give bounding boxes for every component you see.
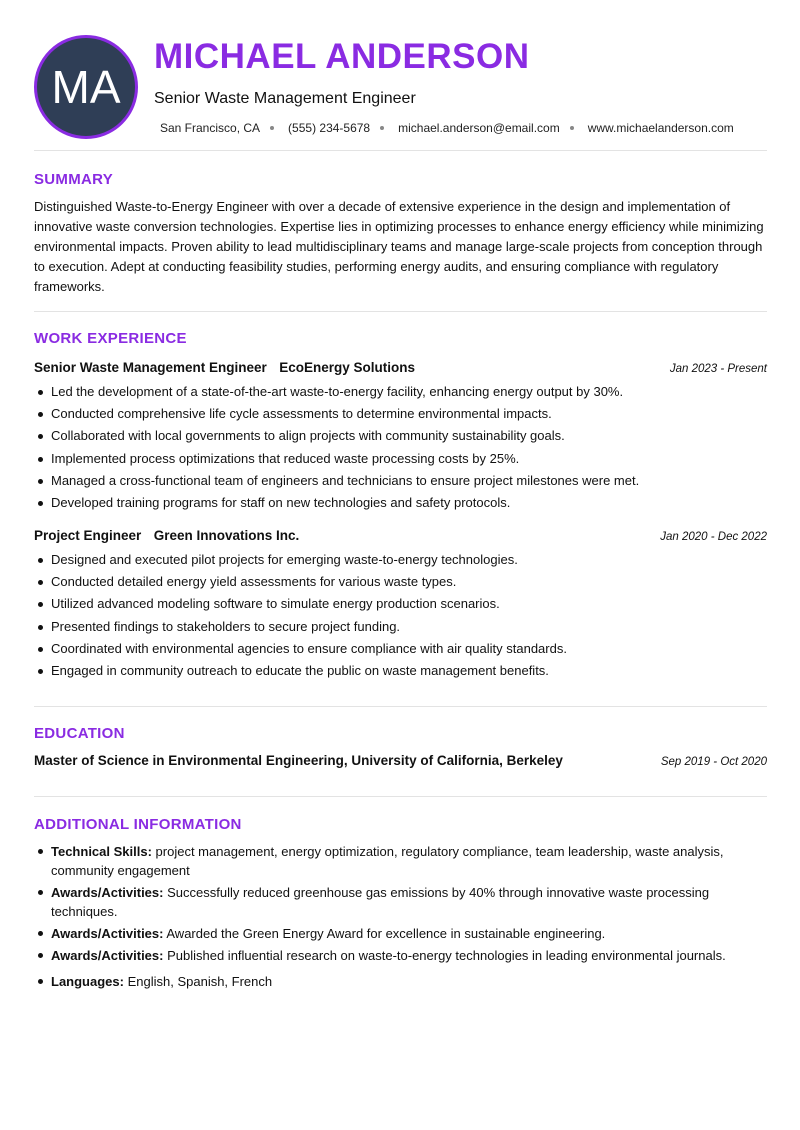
- divider: [34, 311, 767, 312]
- job-role: Project Engineer: [34, 528, 142, 543]
- job-header: [34, 359, 767, 377]
- list-item: Implemented process optimizations that reduced waste processing costs by 25%.: [34, 448, 764, 470]
- list-item: Conducted detailed energy yield assessments for various waste types.: [34, 571, 764, 593]
- job-dates: Jan 2020 - Dec 2022: [660, 531, 767, 543]
- candidate-title: Senior Waste Management Engineer: [154, 90, 416, 107]
- job-header: [34, 527, 767, 545]
- list-item: Designed and executed pilot projects for emerging waste-to-energy technologies.: [34, 549, 764, 571]
- education-heading: EDUCATION: [34, 725, 125, 742]
- avatar-initials: MA: [51, 61, 121, 113]
- job-bullets: [34, 549, 764, 682]
- list-item: Managed a cross-functional team of engineers and technicians to ensure project milestones were met.: [34, 470, 764, 492]
- item-label: Technical Skills:: [51, 844, 152, 859]
- contact-phone: (555) 234-5678: [288, 121, 371, 135]
- job-company: EcoEnergy Solutions: [279, 360, 416, 375]
- item-label: Awards/Activities:: [51, 948, 164, 963]
- list-item: Led the development of a state-of-the-art waste-to-energy facility, enhancing energy output by 30%.: [34, 381, 764, 403]
- job-bullets: [34, 381, 764, 514]
- job-role: Senior Waste Management Engineer: [34, 360, 267, 375]
- separator-dot: [570, 126, 574, 130]
- education-entry: [34, 753, 767, 768]
- list-item: Developed training programs for staff on new technologies and safety protocols.: [34, 492, 764, 514]
- contact-website[interactable]: www.michaelanderson.com: [587, 121, 734, 135]
- list-item: Utilized advanced modeling software to simulate energy production scenarios.: [34, 593, 764, 615]
- list-item: [34, 883, 764, 921]
- item-text: English, Spanish, French: [127, 974, 273, 989]
- list-item: Coordinated with environmental agencies to ensure compliance with air quality standards.: [34, 638, 764, 660]
- education-dates: Sep 2019 - Oct 2020: [660, 756, 767, 768]
- item-text: project management, energy optimization, regulatory compliance, team leadership, waste analysis, community engagement: [51, 844, 724, 878]
- candidate-name: MICHAEL ANDERSON: [154, 37, 530, 76]
- list-item: Conducted comprehensive life cycle assessments to determine environmental impacts.: [34, 403, 764, 425]
- list-item: [34, 946, 764, 965]
- contact-email[interactable]: michael.anderson@email.com: [398, 121, 560, 135]
- list-item: [34, 972, 764, 991]
- contact-bar: [160, 120, 734, 136]
- list-item: [34, 924, 764, 943]
- list-item: Collaborated with local governments to align projects with community sustainability goals.: [34, 425, 764, 447]
- list-item: Engaged in community outreach to educate the public on waste management benefits.: [34, 660, 764, 682]
- summary-text: Distinguished Waste-to-Energy Engineer with over a decade of extensive experience in the design and implementation of innovative waste conversion technologies. Expertise lies in optimizing processes to enhance energy efficiency while minimizing environmental impacts. Proven ability to lead multidisciplinary teams and manage large-scale projects from conception through to execution. Adept at conducting feasibility studies, performing energy audits, and ensuring compliance with regulatory frameworks.: [34, 199, 764, 294]
- item-text: Awarded the Green Energy Award for excellence in sustainable engineering.: [166, 926, 606, 941]
- item-label: Awards/Activities:: [51, 926, 164, 941]
- avatar: [34, 35, 138, 139]
- divider: [34, 150, 767, 151]
- divider: [34, 796, 767, 797]
- additional-list: [34, 842, 764, 994]
- job-dates: Jan 2023 - Present: [669, 363, 767, 375]
- separator-dot: [380, 126, 384, 130]
- summary-heading: SUMMARY: [34, 171, 114, 188]
- item-label: Languages:: [51, 974, 124, 989]
- list-item: Presented findings to stakeholders to secure project funding.: [34, 616, 764, 638]
- contact-location: San Francisco, CA: [160, 121, 261, 135]
- divider: [34, 706, 767, 707]
- item-text: Published influential research on waste-to-energy technologies in leading environmental journals.: [167, 948, 726, 963]
- job-company: Green Innovations Inc.: [153, 528, 300, 543]
- separator-dot: [270, 126, 274, 130]
- additional-heading: ADDITIONAL INFORMATION: [34, 816, 242, 833]
- list-item: [34, 842, 764, 880]
- education-degree: Master of Science in Environmental Engineering, University of California, Berkeley: [34, 753, 563, 768]
- item-label: Awards/Activities:: [51, 885, 164, 900]
- experience-heading: WORK EXPERIENCE: [34, 330, 187, 347]
- item-text: Successfully reduced greenhouse gas emissions by 40% through innovative waste processing techniques.: [51, 885, 710, 919]
